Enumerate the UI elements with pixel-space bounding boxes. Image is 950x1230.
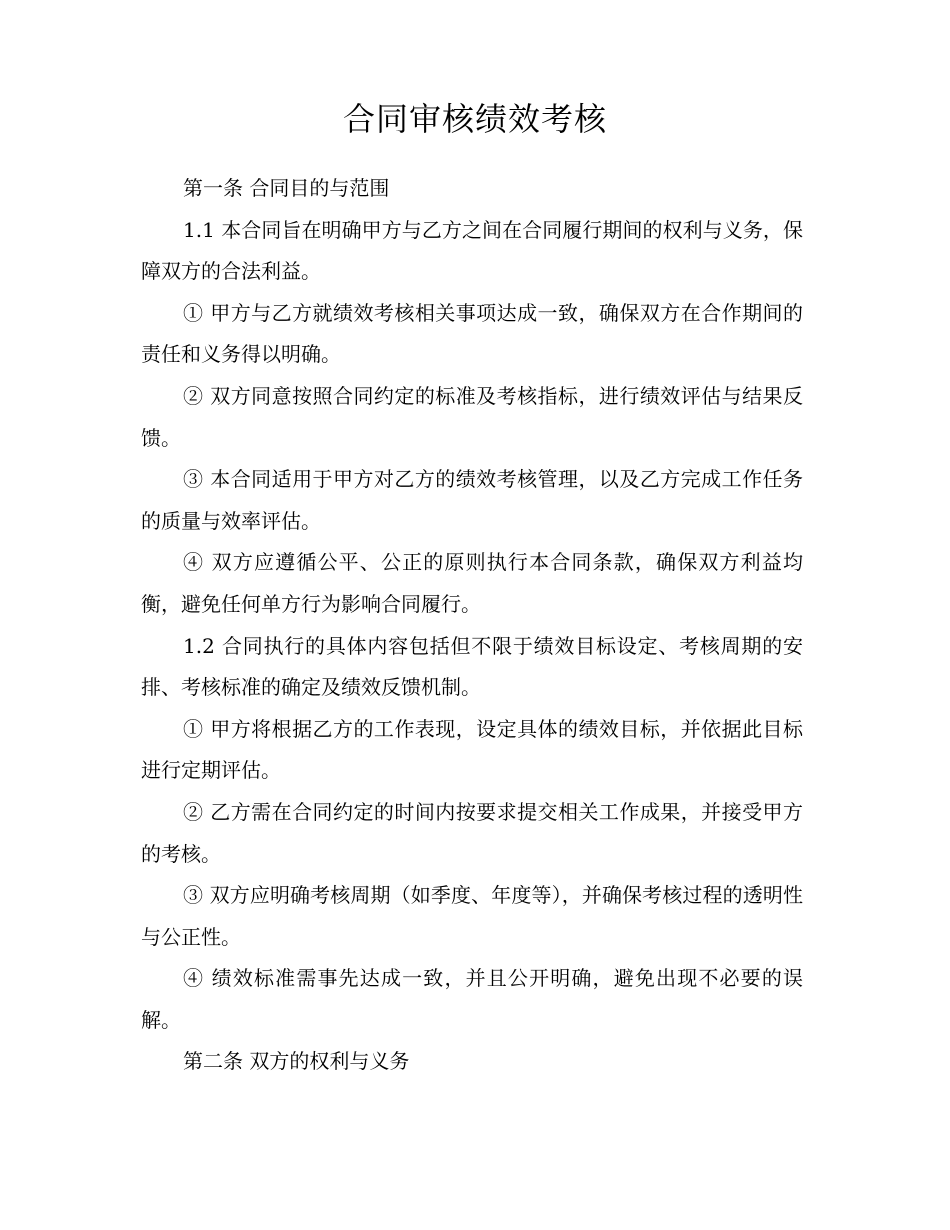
section-heading-1: 第一条 合同目的与范围 (183, 176, 390, 200)
clause-1-1-item-4: ④ 双方应遵循公平、公正的原则执行本合同条款，确保双方利益均衡，避免任何单方行为影响合同履行。 (141, 550, 803, 616)
clause-1-2-item-2: ② 乙方需在合同约定的时间内按要求提交相关工作成果，并接受甲方的考核。 (141, 799, 803, 866)
clause-1-2-item-4: ④ 绩效标准需事先达成一致，并且公开明确，避免出现不必要的误解。 (141, 966, 803, 1032)
document-title: 合同审核绩效考核 (342, 100, 607, 138)
clause-1-2: 1.2 合同执行的具体内容包括但不限于绩效目标设定、考核周期的安排、考核标准的确定及绩效反馈机制。 (141, 633, 803, 700)
clause-1-1-item-3: ③ 本合同适用于甲方对乙方的绩效考核管理，以及乙方完成工作任务的质量与效率评估。 (141, 467, 803, 533)
clause-1-2-item-1: ① 甲方将根据乙方的工作表现，设定具体的绩效目标，并依据此目标进行定期评估。 (141, 716, 803, 783)
section-heading-2: 第二条 双方的权利与义务 (183, 1049, 410, 1074)
document-body (141, 168, 803, 1083)
clause-1-1-item-2: ② 双方同意按照合同约定的标准及考核指标，进行绩效评估与结果反馈。 (141, 383, 803, 450)
clause-1-1-item-1: ① 甲方与乙方就绩效考核相关事项达成一致，确保双方在合作期间的责任和义务得以明确。 (141, 300, 803, 367)
clause-1-2-item-3: ③ 双方应明确考核周期（如季度、年度等），并确保考核过程的透明性与公正性。 (141, 883, 803, 949)
clause-1-1: 1.1 本合同旨在明确甲方与乙方之间在合同履行期间的权利与义务，保障双方的合法利益。 (141, 217, 803, 284)
